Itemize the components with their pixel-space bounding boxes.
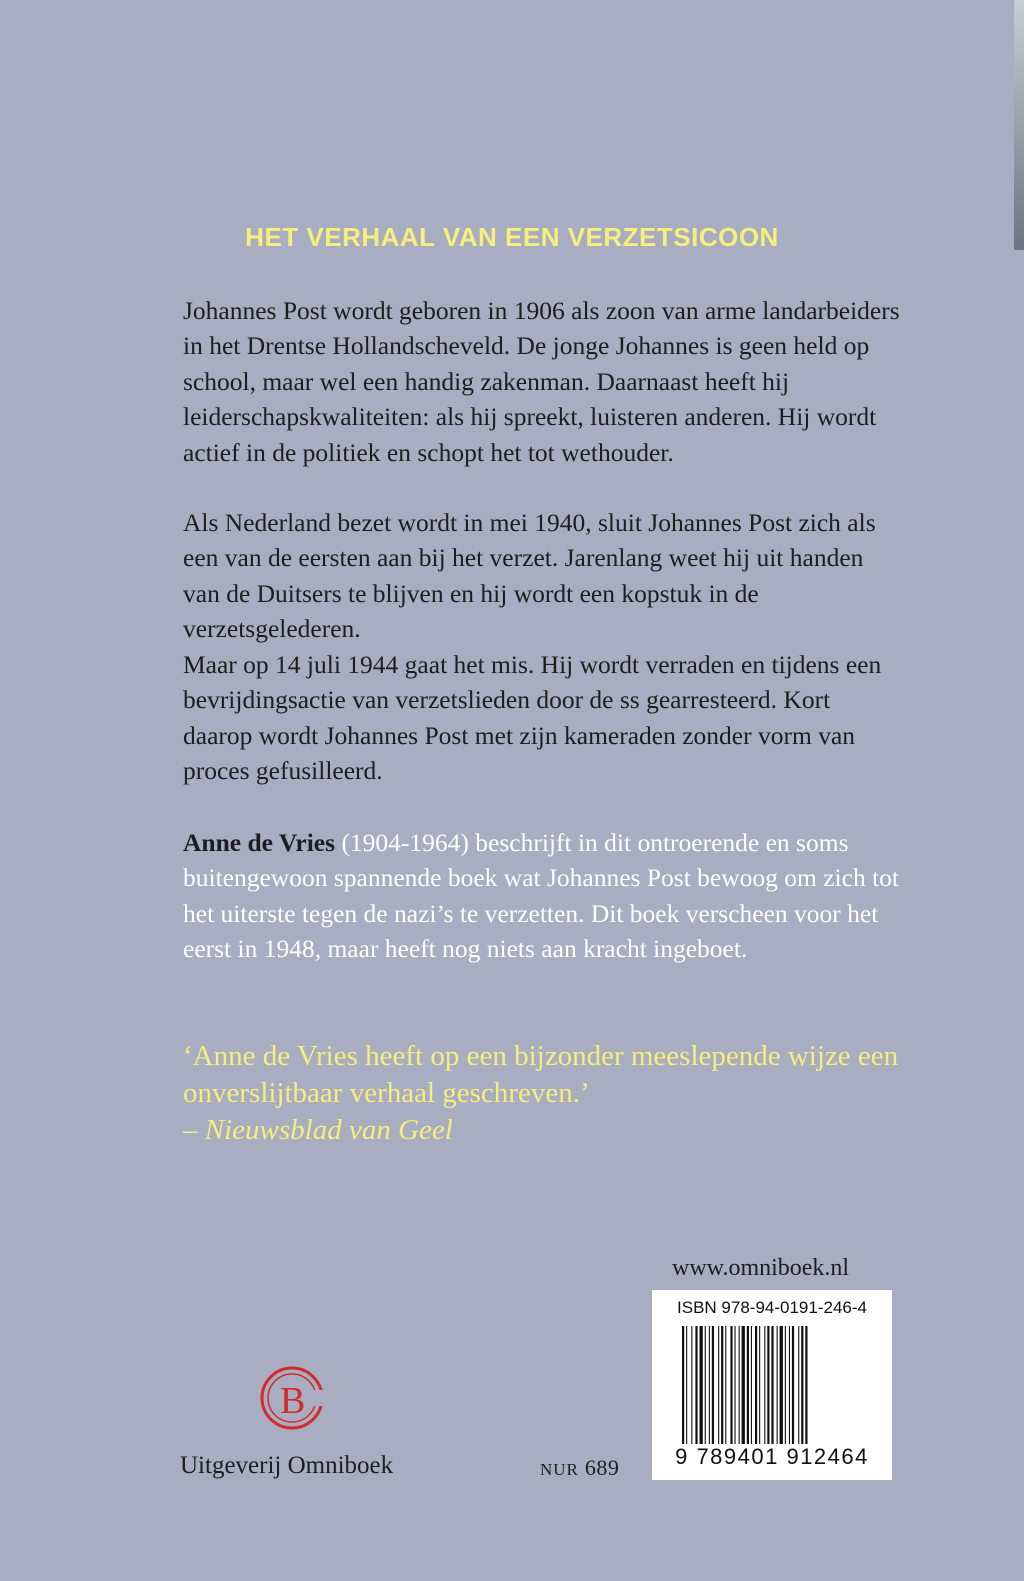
barcode-bar	[785, 1326, 786, 1444]
review-source: – Nieuwsblad van Geel	[183, 1114, 453, 1146]
blurb-paragraph-2: Als Nederland bezet wordt in mei 1940, sluit Johannes Post zich als een van de eersten aan bij het verzet. Jarenlang weet hij uit handen van de Duitsers te blijven en hij wordt een kopstuk in de verzetsgelederen.	[183, 508, 876, 644]
barcode-digits: 9 789401 912464	[675, 1444, 869, 1469]
barcode-bar	[730, 1326, 732, 1444]
author-bio	[183, 825, 903, 967]
barcode-bar	[700, 1326, 703, 1444]
barcode-bar	[792, 1326, 794, 1444]
barcode-bar	[759, 1326, 760, 1444]
barcode-panel	[652, 1290, 892, 1480]
barcode-bar	[747, 1326, 749, 1444]
barcode-bar	[739, 1326, 740, 1444]
barcode-bar	[780, 1326, 783, 1444]
barcode-bar	[751, 1326, 752, 1444]
author-bio-text: (1904-1964) beschrijft in dit ontroerende en soms buitengewoon spannende boek wat Johannes Post bewoog om zich tot het uiterste tegen de nazi’s te verzetten. Dit boek verscheen voor het eerst in 1948, maar heeft nog niets aan kracht ingeboet.	[183, 828, 899, 964]
barcode-bar	[755, 1326, 757, 1444]
barcode-bar	[705, 1326, 706, 1444]
barcode-bar	[777, 1326, 778, 1444]
svg-text:B: B	[280, 1380, 306, 1422]
review-quote	[183, 1038, 903, 1149]
barcode-bar	[686, 1326, 687, 1444]
nur-number: 689	[584, 1455, 620, 1480]
barcode-bar	[801, 1326, 803, 1444]
blurb-paragraph-3: Maar op 14 juli 1944 gaat het mis. Hij wordt verraden en tijdens een bevrijdingsactie van verzetslieden door de ss gearresteerd. Kort daarop wordt Johannes Post met zijn kameraden zonder vorm van proces gefusilleerd.	[183, 650, 882, 786]
barcode-bar	[691, 1326, 692, 1444]
review-quote-text: ‘Anne de Vries heeft op een bijzonder meeslepende wijze een onverslijtbaar verhaal geschreven.’	[183, 1040, 899, 1109]
barcode	[682, 1326, 862, 1444]
website-link[interactable]: www.omniboek.nl	[672, 1255, 850, 1281]
cover-edge-strip	[1014, 0, 1024, 250]
author-name: Anne de Vries	[183, 828, 336, 857]
barcode-bar	[764, 1326, 765, 1444]
barcode-bar	[735, 1326, 736, 1444]
barcode-bar	[695, 1326, 697, 1444]
barcode-bar	[805, 1326, 807, 1444]
isbn-label: ISBN 978-94-0191-246-4	[677, 1298, 867, 1317]
barcode-bar	[771, 1326, 773, 1444]
nur-code	[540, 1455, 619, 1481]
barcode-bar	[718, 1326, 719, 1444]
barcode-bar	[712, 1326, 714, 1444]
publisher-name: Uitgeverij Omniboek	[180, 1452, 394, 1479]
barcode-bar	[721, 1326, 723, 1444]
barcode-bar	[682, 1326, 684, 1444]
barcode-bar	[725, 1326, 726, 1444]
barcode-bar	[798, 1326, 799, 1444]
barcode-bar	[789, 1326, 790, 1444]
barcode-bar	[709, 1326, 710, 1444]
nur-label: NUR	[540, 1460, 579, 1479]
barcode-bar	[742, 1326, 745, 1444]
barcode-bar	[767, 1326, 769, 1444]
omniboek-logo-icon	[256, 1360, 336, 1440]
blurb-paragraph-1: Johannes Post wordt geboren in 1906 als zoon van arme landarbeiders in het Drentse Hollandscheveld. De jonge Johannes is geen held op school, maar wel een handig zakenman. Daarnaast heeft hij leiderschapskwaliteiten: als hij spreekt, luisteren anderen. Hij wordt actief in de politiek en schopt het tot wethouder.	[183, 296, 900, 467]
headline: HET VERHAAL VAN EEN VERZETSICOON	[245, 222, 779, 252]
